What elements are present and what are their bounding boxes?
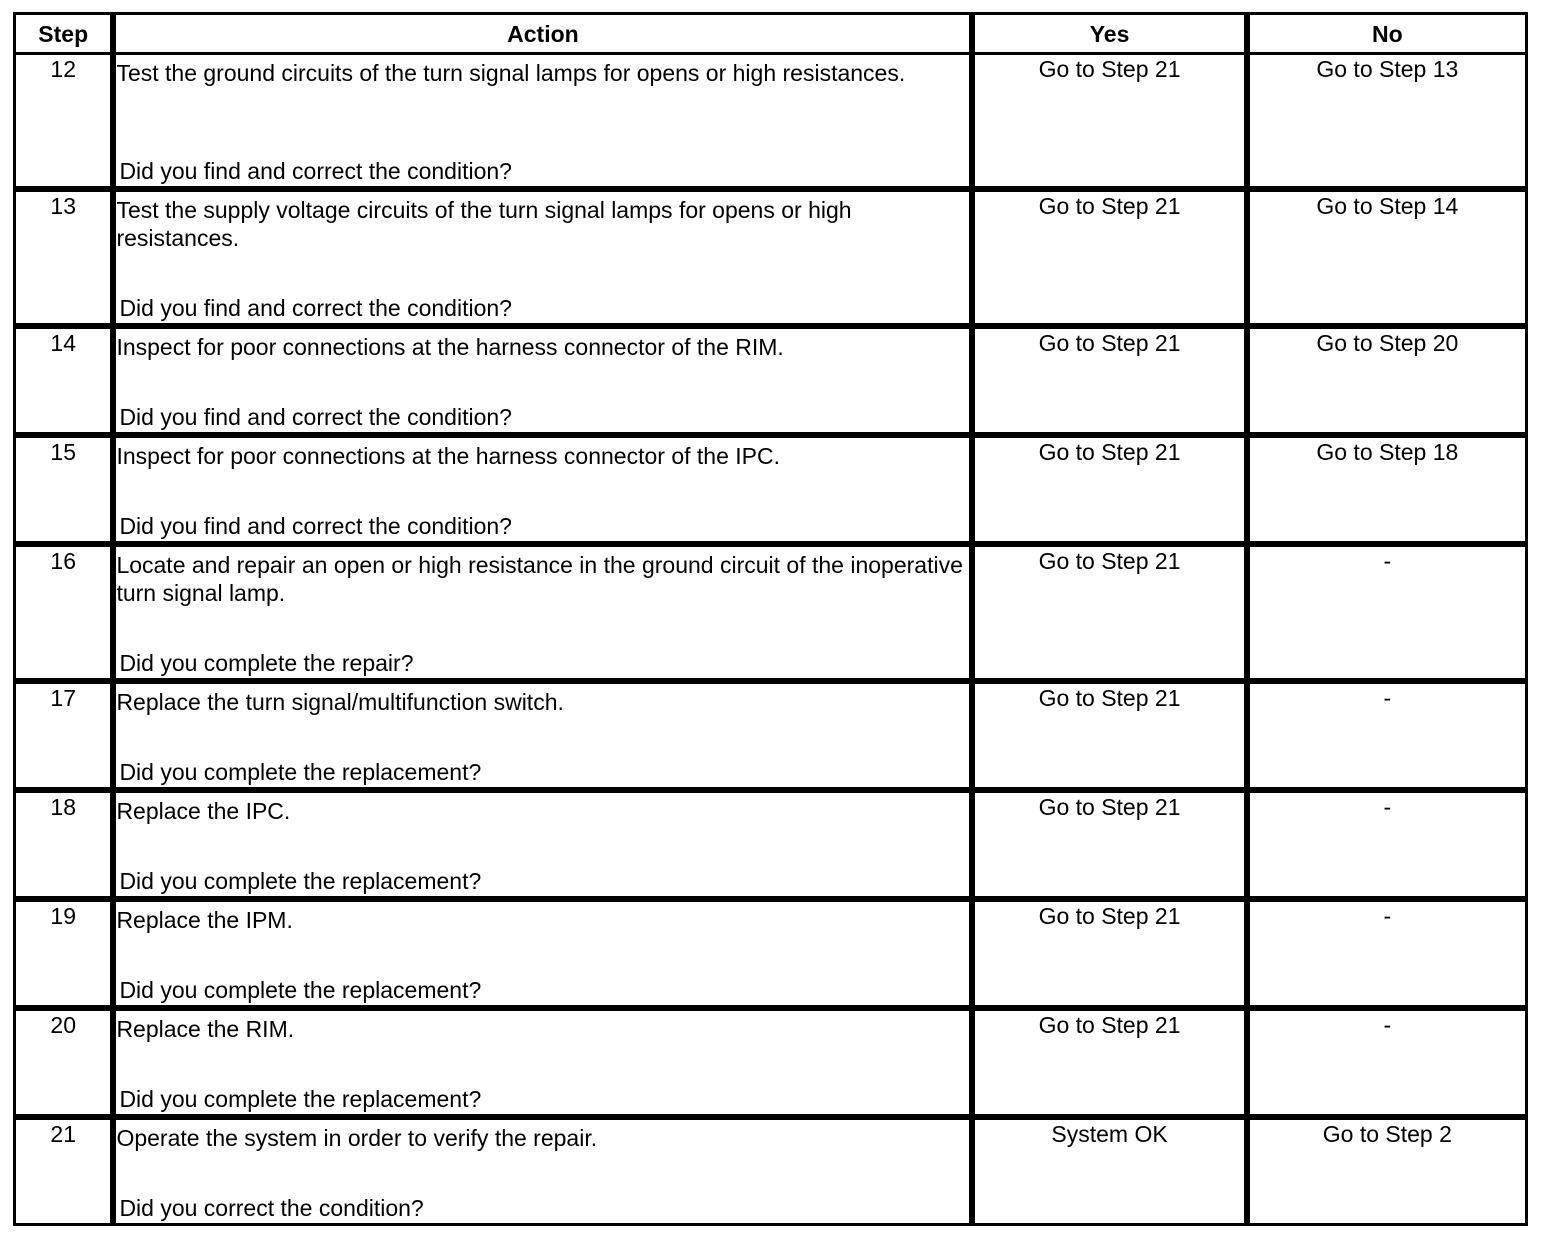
action-text: Test the supply voltage circuits of the turn signal lamps for opens or high resistances. bbox=[116, 197, 852, 251]
no-result: - bbox=[1247, 681, 1528, 790]
yes-result: Go to Step 21 bbox=[972, 326, 1246, 435]
yes-result: Go to Step 21 bbox=[972, 189, 1246, 326]
action-cell bbox=[113, 899, 972, 1008]
action-text: Operate the system in order to verify the repair. bbox=[116, 1125, 598, 1151]
yes-result: Go to Step 21 bbox=[972, 435, 1246, 544]
yes-result: Go to Step 21 bbox=[972, 1008, 1246, 1117]
action-question: Did you find and correct the condition? bbox=[119, 295, 512, 321]
action-text: Replace the IPC. bbox=[116, 798, 291, 824]
step-number: 13 bbox=[16, 189, 113, 326]
action-text: Inspect for poor connections at the harness connector of the RIM. bbox=[116, 334, 784, 360]
action-cell bbox=[113, 435, 972, 544]
step-number: 19 bbox=[16, 899, 113, 1008]
yes-result: Go to Step 21 bbox=[972, 55, 1246, 189]
no-result: - bbox=[1247, 1008, 1528, 1117]
action-question: Did you complete the replacement? bbox=[119, 1086, 482, 1112]
action-question: Did you complete the replacement? bbox=[119, 977, 482, 1003]
action-text: Inspect for poor connections at the harness connector of the IPC. bbox=[116, 443, 780, 469]
action-question: Did you find and correct the condition? bbox=[119, 404, 512, 430]
action-cell bbox=[113, 1008, 972, 1117]
table-row bbox=[16, 681, 1528, 790]
action-question: Did you find and correct the condition? bbox=[119, 513, 512, 539]
no-result: Go to Step 14 bbox=[1247, 189, 1528, 326]
action-question: Did you complete the replacement? bbox=[119, 759, 482, 785]
step-number: 17 bbox=[16, 681, 113, 790]
action-question: Did you complete the replacement? bbox=[119, 868, 482, 894]
action-cell bbox=[113, 544, 972, 681]
no-result: - bbox=[1247, 544, 1528, 681]
table-row bbox=[16, 1117, 1528, 1226]
header-step: Step bbox=[16, 15, 113, 55]
header-action: Action bbox=[113, 15, 972, 55]
step-number: 18 bbox=[16, 790, 113, 899]
step-number: 21 bbox=[16, 1117, 113, 1226]
no-result: Go to Step 20 bbox=[1247, 326, 1528, 435]
step-number: 12 bbox=[16, 55, 113, 189]
table-row bbox=[16, 544, 1528, 681]
no-result: Go to Step 13 bbox=[1247, 55, 1528, 189]
step-number: 15 bbox=[16, 435, 113, 544]
table-row bbox=[16, 899, 1528, 1008]
header-row bbox=[16, 15, 1528, 55]
action-cell bbox=[113, 1117, 972, 1226]
table-row bbox=[16, 189, 1528, 326]
yes-result: Go to Step 21 bbox=[972, 899, 1246, 1008]
table-row bbox=[16, 55, 1528, 189]
header-yes: Yes bbox=[972, 15, 1246, 55]
action-cell bbox=[113, 55, 972, 189]
action-cell bbox=[113, 790, 972, 899]
table-row bbox=[16, 1008, 1528, 1117]
diagnostic-table bbox=[13, 12, 1528, 1226]
yes-result: Go to Step 21 bbox=[972, 544, 1246, 681]
no-result: Go to Step 18 bbox=[1247, 435, 1528, 544]
action-cell bbox=[113, 326, 972, 435]
action-cell bbox=[113, 681, 972, 790]
action-cell bbox=[113, 189, 972, 326]
table-row bbox=[16, 790, 1528, 899]
yes-result: Go to Step 21 bbox=[972, 790, 1246, 899]
step-number: 16 bbox=[16, 544, 113, 681]
yes-result: Go to Step 21 bbox=[972, 681, 1246, 790]
action-question: Did you correct the condition? bbox=[119, 1195, 424, 1221]
table-row bbox=[16, 435, 1528, 544]
table-row bbox=[16, 326, 1528, 435]
no-result: - bbox=[1247, 790, 1528, 899]
action-text: Locate and repair an open or high resistance in the ground circuit of the inoperative turn signal lamp. bbox=[116, 552, 963, 606]
step-number: 20 bbox=[16, 1008, 113, 1117]
action-text: Test the ground circuits of the turn signal lamps for opens or high resistances. bbox=[116, 60, 906, 86]
action-text: Replace the RIM. bbox=[116, 1016, 295, 1042]
no-result: Go to Step 2 bbox=[1247, 1117, 1528, 1226]
action-text: Replace the IPM. bbox=[116, 907, 293, 933]
no-result: - bbox=[1247, 899, 1528, 1008]
action-question: Did you find and correct the condition? bbox=[119, 158, 512, 184]
header-no: No bbox=[1247, 15, 1528, 55]
action-question: Did you complete the repair? bbox=[119, 650, 414, 676]
action-text: Replace the turn signal/multifunction switch. bbox=[116, 689, 564, 715]
step-number: 14 bbox=[16, 326, 113, 435]
yes-result: System OK bbox=[972, 1117, 1246, 1226]
